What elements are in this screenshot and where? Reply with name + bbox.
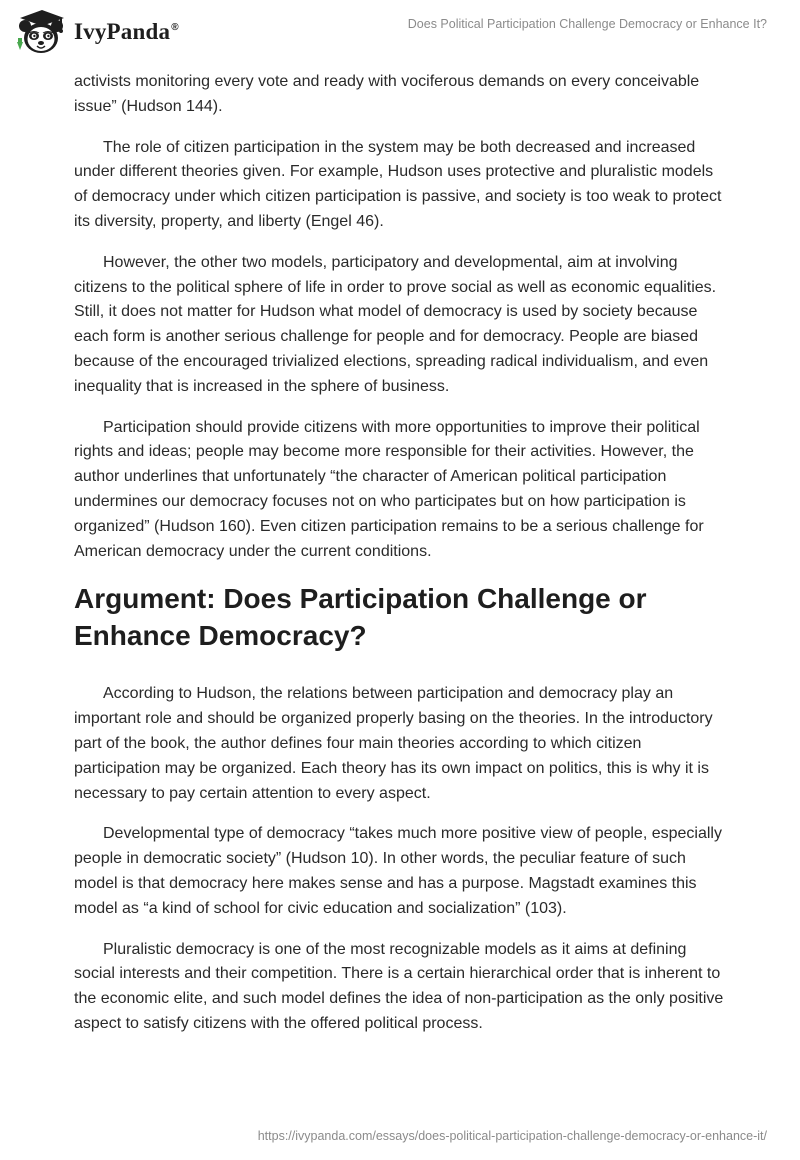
paragraph: Participation should provide citizens with more opportunities to improve their political rights and ideas; people may become more responsible for their activities. However, the author underlines that unfortunately “the character of American political participation undermines our democracy focuses not on who participates but on how participation is organized” (Hudson 160). Even citizen participation remains to be a serious challenge for American democracy under the current conditions. — [74, 418, 704, 560]
paragraph: The role of citizen participation in the system may be both decreased and increased under different theories given. For example, Hudson uses protective and pluralistic models of democracy under which citizen participation is passive, and society is too weak to protect its diversity, property, and liberty (Engel 46). — [74, 138, 722, 230]
essay-content — [74, 70, 726, 1053]
paragraph: Developmental type of democracy “takes much more positive view of people, especially people in democratic society” (Hudson 10). In other words, the peculiar feature of such model is that democracy here makes sense and has a purpose. Magstadt examines this model as “a kind of school for civic education and socialization” (103). — [74, 825, 722, 917]
paragraph: According to Hudson, the relations between participation and democracy play an important role and should be organized properly basing on the theories. In the introductory part of the book, the author defines four main theories according to which citizen participation may be organized. Each theory has its own impact on politics, this is why it is necessary to pay certain attention to every aspect. — [74, 685, 713, 802]
section-heading: Argument: Does Participation Challenge or Enhance Democracy? — [74, 583, 647, 652]
source-url[interactable]: https://ivypanda.com/essays/does-political-participation-challenge-democracy-or-enhance-it/ — [257, 1129, 767, 1143]
paragraph-continuation: activists monitoring every vote and ready with vociferous demands on every conceivable issue” (Hudson 144). — [74, 73, 700, 115]
document-title: Does Political Participation Challenge Democracy or Enhance It? — [407, 17, 767, 31]
brand-name — [74, 19, 179, 45]
panda-graduate-logo-icon — [14, 8, 70, 56]
brand-name-text: IvyPanda — [74, 19, 171, 44]
brand-registered-mark: ® — [171, 22, 179, 34]
brand-logo[interactable] — [14, 8, 204, 56]
paragraph: However, the other two models, participatory and developmental, aim at involving citizens to the political sphere of life in order to prove social as well as economic equalities. Still, it does not matter for Hudson what model of democracy is used by society because each form is another serious challenge for people and for democracy. People are biased because of the encouraged trivialized elections, spreading radical individualism, and even inequality that is increased in the sphere of business. — [74, 253, 717, 395]
page-header — [0, 0, 800, 64]
paragraph: Pluralistic democracy is one of the most recognizable models as it aims at defining social interests and their competition. There is a certain hierarchical order that is inherent to the economic elite, and such model defines the idea of non-participation as the only positive aspect to satisfy citizens with the offered political process. — [74, 940, 724, 1032]
